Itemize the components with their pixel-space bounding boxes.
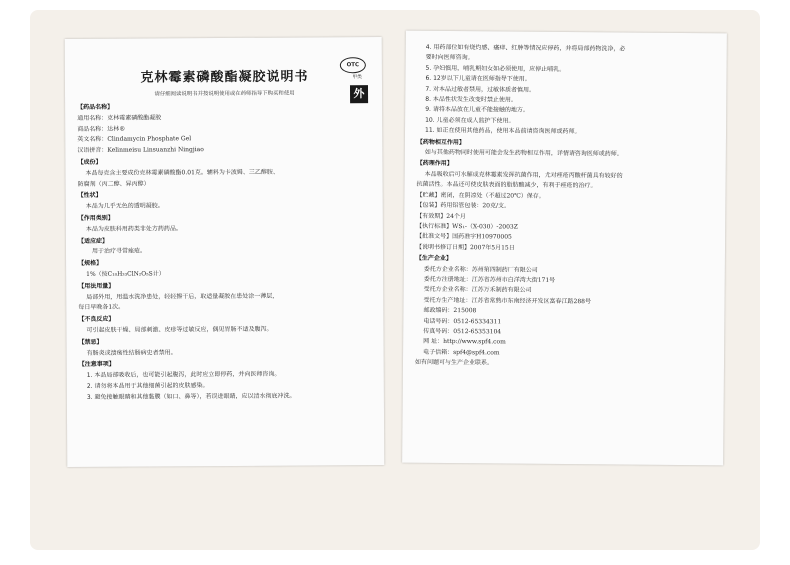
text-line: 【执行标准】WS₁-（X-030）-2003Z (416, 222, 518, 231)
text-line: 委托方注册地址：江苏省苏州市白洋湾大街171号 (423, 275, 556, 284)
text-line: 1%（按C₁₈H₃₃ClN₂O₅S计） (86, 270, 165, 278)
document-title: 克林霉素磷酸酯凝胶说明书 (140, 69, 309, 86)
text-line: 防腐剂（丙二醇、异丙醇） (77, 180, 150, 188)
text-line: 电话号码：0512-65334311 (423, 317, 502, 326)
text-line: 受托方企业名称：江苏万禾制药有限公司 (423, 286, 532, 295)
text-line: 每日早晚各1次。 (78, 303, 125, 312)
leaflet-page-left (65, 37, 385, 467)
text-line: 本品每克含主要成份克林霉素磷酸酯0.01克。辅料为卡波姆、三乙醇胺、 (85, 168, 279, 177)
text-line: 局部外用，用温水洗净患处，轻轻擦干后，取适量凝胶在患处涂一薄层， (86, 292, 279, 301)
text-line: 【贮藏】密闭，在阴凉处（不超过20℃）保存。 (416, 191, 545, 200)
text-line: 商品名称：达林® (77, 125, 126, 133)
section-header: 【适应症】 (77, 237, 108, 245)
text-line: 2. 请勿将本品用于其他细菌引起的皮肤感染。 (86, 382, 209, 390)
section-header: 【性状】 (77, 192, 102, 200)
text-line: 用于治疗寻常痤疮。 (91, 247, 147, 256)
otc-class-label: 甲类 (352, 75, 362, 81)
section-header: 【生产企业】 (415, 254, 452, 263)
text-line: 3. 避免接触眼睛和其他黏膜（如口、鼻等），若误进眼睛，应以清水彻底冲洗。 (86, 392, 296, 401)
text-line: 如有问题可与生产企业联系。 (414, 358, 494, 367)
left-page-text (77, 101, 374, 403)
section-header: 【成份】 (77, 158, 102, 166)
section-header: 【作用类别】 (77, 214, 114, 222)
document-subtitle: 请仔细阅读说明书并按说明使用或在药师指导下购买和使用 (154, 90, 295, 98)
text-line: 本品吸收后可水解成克林霉素发挥抗菌作用，尤对痤疮丙酸杆菌具有较好的 (424, 170, 623, 180)
section-header: 【不良反应】 (78, 315, 115, 324)
text-line: 4. 用药部位如有烧灼感、瘙痒、红肿等情况应停药，并将局部药物洗净，必 (425, 43, 626, 53)
text-line: 网 址：http://www.spf4.com (423, 338, 506, 346)
text-line: 可引起皮肤干燥、局部刺激、皮疹等过敏反应，偶见胃肠不适及腹泻。 (86, 325, 273, 334)
leaflet-page-right (402, 31, 727, 466)
text-line: 传真号码：0512-65353104 (423, 327, 502, 336)
text-line: 抗菌活性。本品还可使皮肤表面的脂肪酸减少，有利于痤疮的治疗。 (416, 180, 597, 190)
text-line: 【包装】药用铝管包装：20克/支。 (416, 201, 511, 210)
text-line: 如与其他药物同时使用可能会发生药物相互作用，详情请咨询医师或药师。 (424, 148, 623, 158)
text-line: 邮政编码：215008 (423, 306, 477, 315)
section-header: 【药物相互作用】 (416, 138, 465, 146)
text-line: 【批准文号】国药准字H10970005 (416, 233, 512, 241)
text-line: 【说明书修订日期】2007年5月15日 (415, 243, 515, 252)
text-line: 通用名称：克林霉素磷酸酯凝胶 (77, 114, 162, 122)
text-line: 汉语拼音：Kelinmeisu Linsuanzhi Ningjiao (77, 146, 204, 155)
text-line: 11. 如正在使用其他药品，使用本品前请咨询医师或药师。 (424, 127, 581, 136)
section-header: 【注意事项】 (78, 361, 115, 369)
section-header: 【禁忌】 (78, 338, 103, 346)
text-line: 电子信箱：spf4@spf4.com (423, 348, 500, 357)
section-header: 【药理作用】 (416, 160, 453, 168)
section-header: 【用法用量】 (78, 282, 115, 290)
text-line: 9. 请将本品放在儿童不能接触的地方。 (425, 106, 529, 115)
section-header: 【规格】 (78, 259, 103, 268)
text-line: 要时向医师咨询。 (425, 54, 474, 62)
text-line: 5. 孕妇慎用，哺乳期妇女如必须使用，应停止哺乳。 (425, 64, 566, 73)
otc-badge: OTC (340, 57, 366, 73)
text-line: 7. 对本品过敏者禁用，过敏体质者慎用。 (425, 85, 536, 94)
text-line: 10. 儿童必须在成人监护下使用。 (425, 116, 515, 125)
text-line: 1. 本品局部吸收后，也可能引起腹泻，此时应立即停药，并向医师咨询。 (86, 370, 281, 379)
text-line: 英文名称：Clindamycin Phosphate Gel (77, 135, 192, 144)
text-line: 8. 本品性状发生改变时禁止使用。 (425, 95, 517, 104)
text-line: 【有效期】24个月 (416, 212, 466, 220)
text-line: 6. 12岁以下儿童请在医师指导下使用。 (425, 74, 531, 83)
text-line: 受托方生产地址：江苏省常熟市东南经济开发区富春江路288号 (423, 296, 592, 305)
text-line: 本品为皮肤科用药类非处方药药品。 (85, 225, 182, 233)
external-use-mark: 外 (350, 85, 368, 103)
right-page-text (415, 43, 717, 371)
text-line: 有肠炎或溃疡性结肠病史者禁用。 (86, 348, 177, 357)
text-line: 委托方企业名称：苏州第四制药厂有限公司 (423, 265, 538, 274)
text-line: 本品为几乎无色的透明凝胶。 (85, 202, 164, 211)
section-header: 【药品名称】 (77, 103, 114, 111)
